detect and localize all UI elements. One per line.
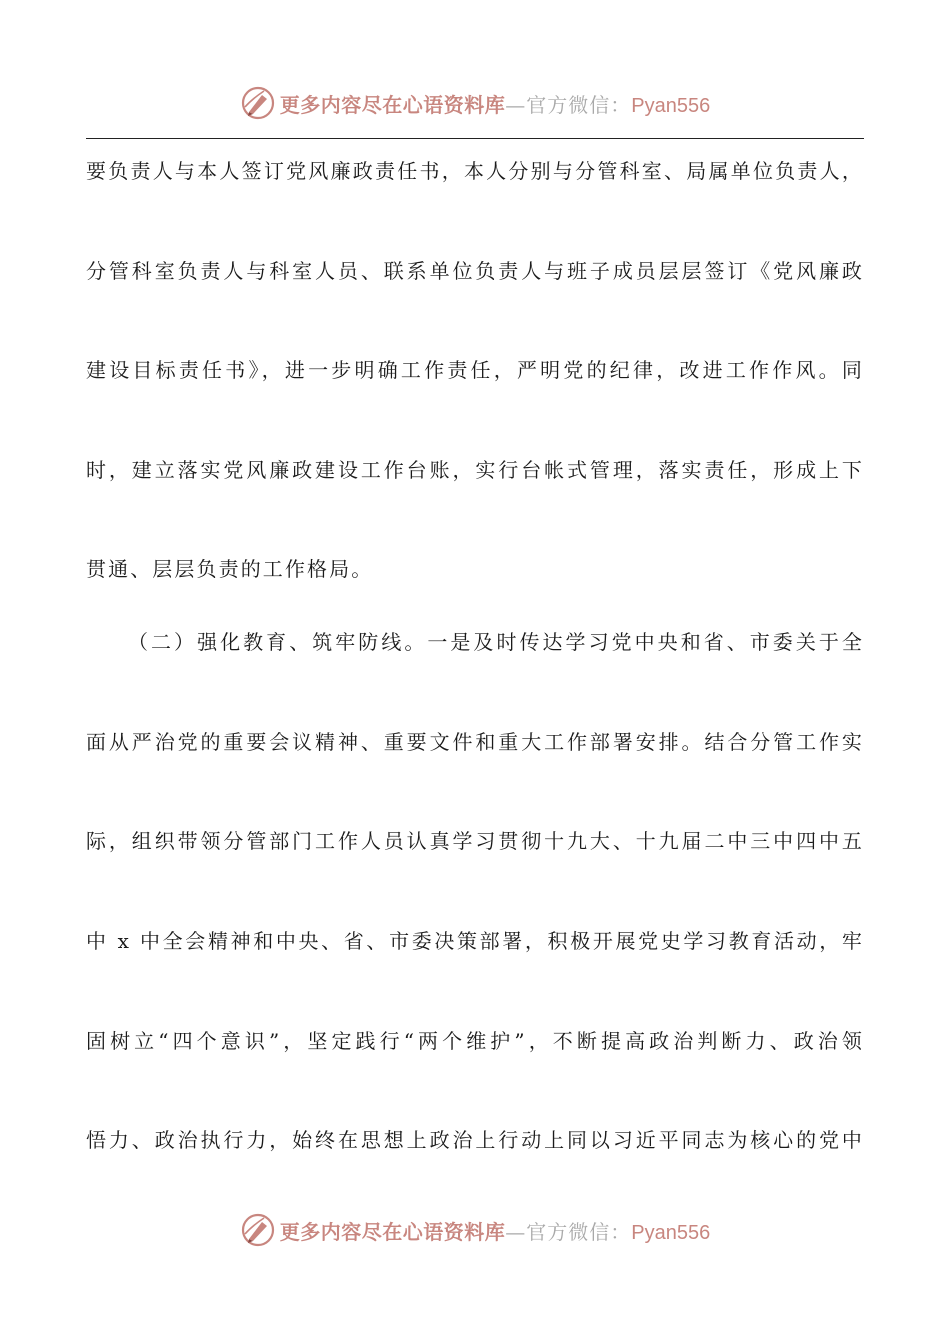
line-gap	[86, 768, 864, 818]
text-line: 面从严治党的重要会议精神、重要文件和重大工作部署安排。结合分管工作实	[86, 729, 864, 754]
line-gap	[86, 668, 864, 718]
text-line: 贯通、层层负责的工作格局。	[86, 557, 374, 582]
line-gap	[86, 396, 864, 446]
pen-nib-icon	[240, 1212, 276, 1248]
banner-text	[280, 89, 710, 118]
banner-wechat-id: Pyan556	[631, 1221, 711, 1244]
text-line: 悟力、政治执行力，始终在思想上政治上行动上同以习近平同志为核心的党中	[86, 1128, 864, 1153]
text-line: 中 x 中全会精神和中央、省、市委决策部署，积极开展党史学习教育活动，牢	[86, 928, 864, 953]
document-body	[86, 147, 864, 1166]
text-line: 际，组织带领分管部门工作人员认真学习贯彻十九大、十九届二中三中四中五	[86, 829, 864, 854]
banner-sub-text: —官方微信：	[505, 1219, 632, 1244]
text-line: 要负责人与本人签订党风廉政责任书，本人分别与分管科室、局属单位负责人，	[86, 159, 864, 183]
banner-main-text: 更多内容尽在心语资料库	[279, 92, 506, 117]
header-divider	[86, 138, 864, 139]
pen-nib-icon	[240, 85, 276, 121]
banner-text	[280, 1216, 710, 1245]
line-gap	[86, 1066, 864, 1116]
line-gap	[86, 867, 864, 917]
text-line: 固树立“四个意识”，坚定践行“两个维护”，不断提高政治判断力、政治领	[86, 1028, 864, 1053]
header-banner	[0, 81, 950, 125]
banner-sub-text: —官方微信：	[505, 92, 632, 117]
line-gap	[86, 967, 864, 1017]
footer-banner	[0, 1208, 950, 1252]
paragraph-start-line: （二）强化教育、筑牢防线。一是及时传达学习党中央和省、市委关于全	[128, 630, 864, 655]
text-line: 分管科室负责人与科室人员、联系单位负责人与班子成员层层签订《党风廉政	[86, 258, 864, 283]
paragraph-gap	[86, 595, 864, 618]
text-line: 时，建立落实党风廉政建设工作台账，实行台帐式管理，落实责任，形成上下	[86, 457, 864, 482]
banner-wechat-id: Pyan556	[631, 94, 711, 117]
line-gap	[86, 296, 864, 346]
line-gap	[86, 496, 864, 546]
line-gap	[86, 197, 864, 247]
banner-main-text: 更多内容尽在心语资料库	[279, 1219, 506, 1244]
text-line: 建设目标责任书》，进一步明确工作责任，严明党的纪律，改进工作作风。同	[86, 358, 864, 383]
